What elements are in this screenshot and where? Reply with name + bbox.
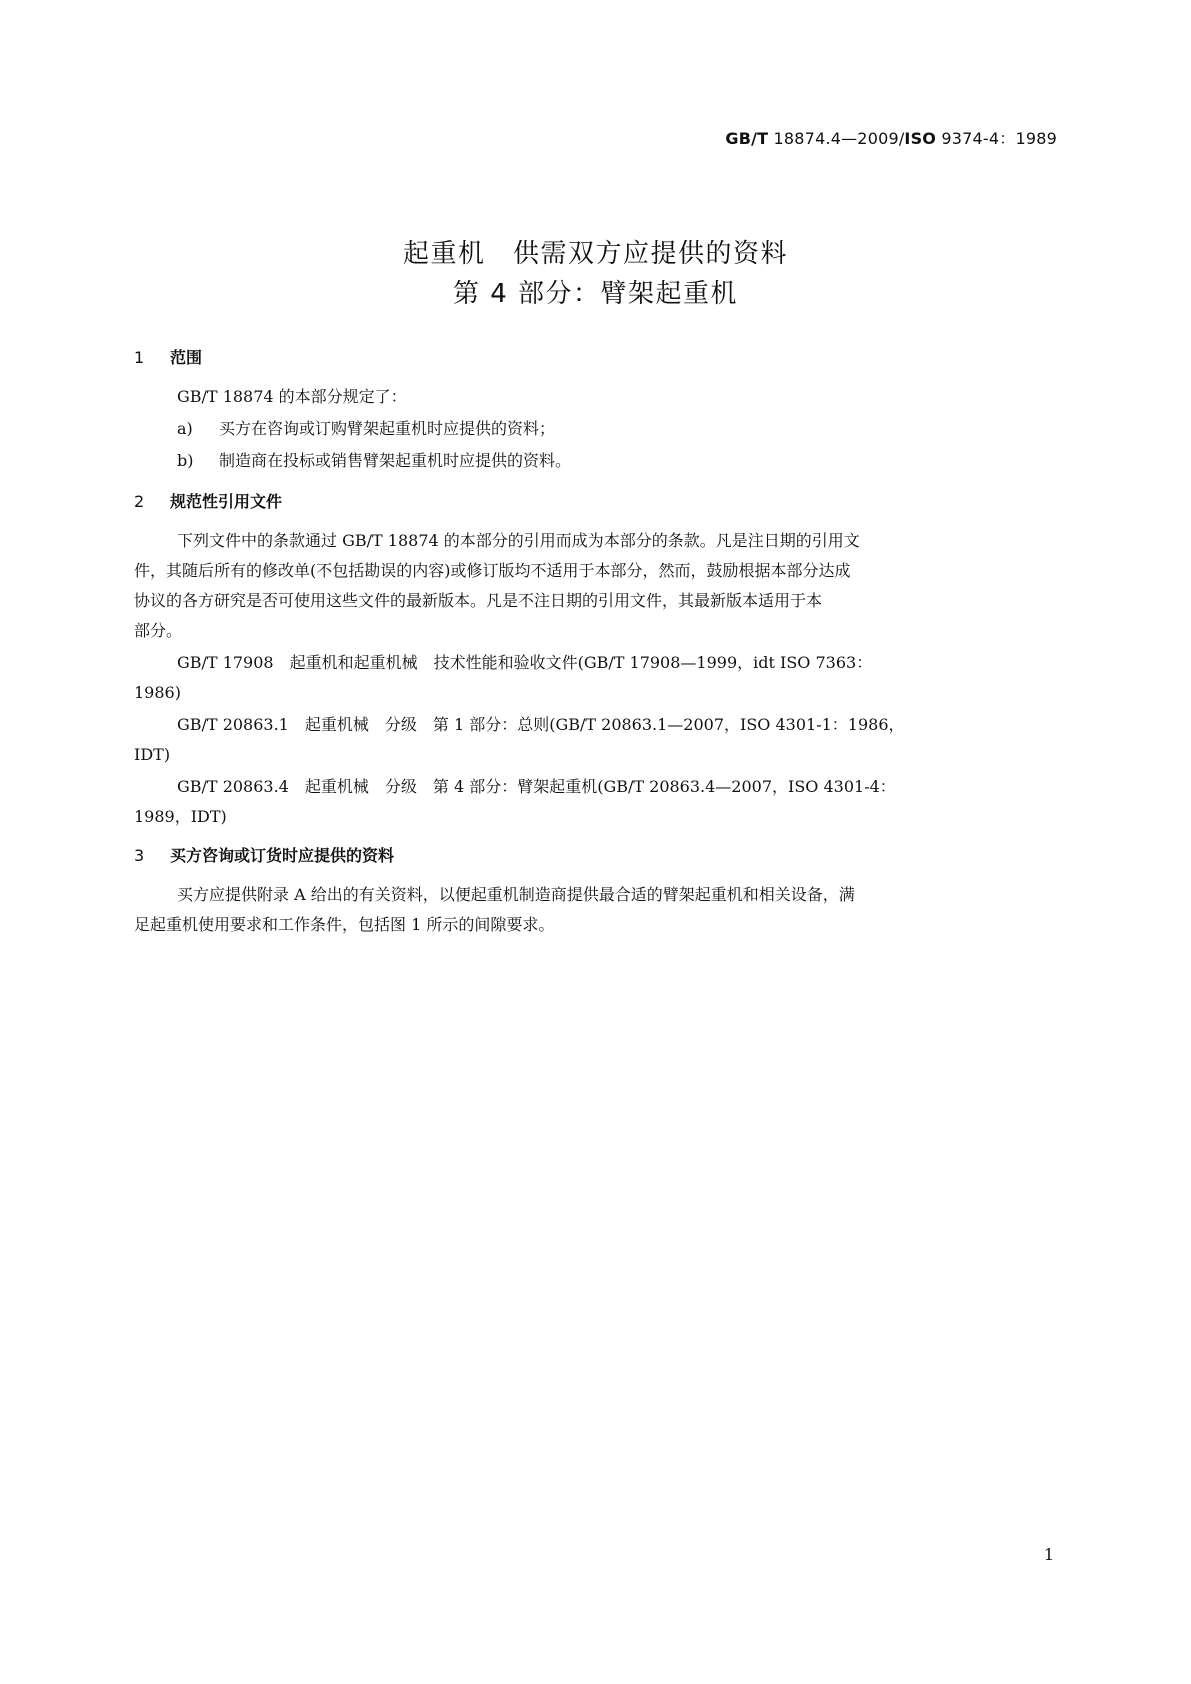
section-number: 3 xyxy=(134,846,145,865)
header-code-iso-number: 9374-4：1989 xyxy=(941,129,1057,148)
section-2-paragraph-line-1: 下列文件中的条款通过 GB/T 18874 的本部分的引用而成为本部分的条款。凡是注日期的引用文 xyxy=(177,531,860,550)
section-2-heading xyxy=(134,489,282,512)
standard-code-header xyxy=(725,126,1057,149)
section-3-paragraph-line-2: 足起重机使用要求和工作条件，包括图 1 所示的间隙要求。 xyxy=(134,915,555,934)
list-text: 买方在咨询或订购臂架起重机时应提供的资料； xyxy=(219,419,556,438)
section-3-heading xyxy=(134,843,394,866)
section-2-paragraph-line-4: 部分。 xyxy=(134,621,183,640)
section-number: 2 xyxy=(134,492,145,511)
list-label: b) xyxy=(177,451,194,470)
reference-1-line-1: GB/T 17908 起重机和起重机械 技术性能和验收文件(GB/T 17908—1999，idt ISO 7363： xyxy=(177,653,873,672)
reference-1-line-2: 1986) xyxy=(134,683,181,702)
section-2-paragraph-line-2: 件，其随后所有的修改单(不包括勘误的内容)或修订版均不适用于本部分，然而，鼓励根据本部分达成 xyxy=(134,561,851,580)
section-title: 范围 xyxy=(170,348,203,367)
section-3-paragraph-line-1: 买方应提供附录 A 给出的有关资料，以便起重机制造商提供最合适的臂架起重机和相关设备，满 xyxy=(177,885,855,904)
section-1-heading xyxy=(134,345,202,368)
header-code-gbt: GB/T xyxy=(725,129,769,148)
reference-3-line-1: GB/T 20863.4 起重机械 分级 第 4 部分：臂架起重机(GB/T 20863.4—2007，ISO 4301-4： xyxy=(177,777,896,796)
reference-2-line-2: IDT) xyxy=(134,745,171,764)
list-item-b xyxy=(134,446,1101,476)
document-title-line-2: 第 4 部分：臂架起重机 xyxy=(452,279,739,309)
list-item-a xyxy=(134,414,1101,444)
reference-3-line-2: 1989，IDT) xyxy=(134,807,227,826)
reference-2-line-1: GB/T 20863.1 起重机械 分级 第 1 部分：总则(GB/T 20863.1—2007，ISO 4301-1：1986， xyxy=(177,715,905,734)
list-label: a) xyxy=(177,419,193,438)
section-2-paragraph-line-3: 协议的各方研究是否可使用这些文件的最新版本。凡是不注日期的引用文件，其最新版本适用于本 xyxy=(134,591,823,610)
header-code-iso: ISO xyxy=(904,129,937,148)
section-title: 规范性引用文件 xyxy=(170,492,283,511)
section-number: 1 xyxy=(134,348,145,367)
page-number: 1 xyxy=(1043,1545,1054,1564)
header-code-number: 18874.4—2009/ xyxy=(773,129,905,148)
section-1-intro: GB/T 18874 的本部分规定了： xyxy=(177,387,407,406)
list-text: 制造商在投标或销售臂架起重机时应提供的资料。 xyxy=(219,451,572,470)
document-title-line-1: 起重机 供需双方应提供的资料 xyxy=(402,239,788,269)
section-title: 买方咨询或订货时应提供的资料 xyxy=(170,846,395,865)
